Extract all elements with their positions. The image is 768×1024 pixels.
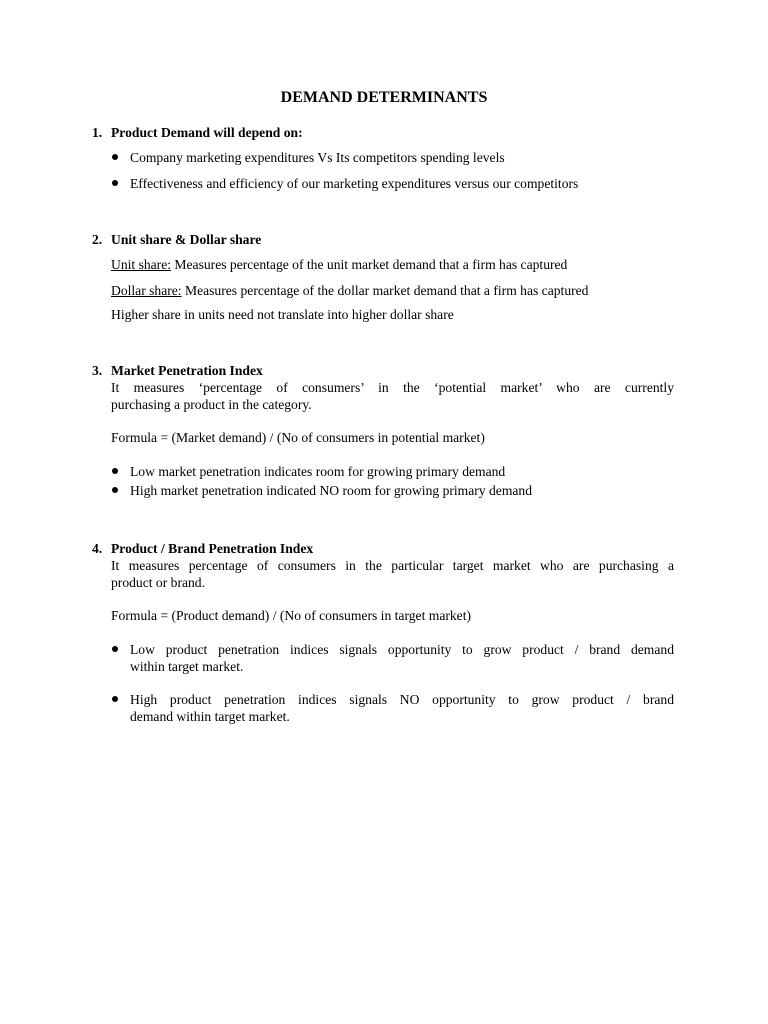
bullet-icon xyxy=(112,696,118,702)
bullet-icon xyxy=(112,487,118,493)
section-3-formula: Formula = (Market demand) / (No of consumers in potential market) xyxy=(111,430,485,445)
bullet-icon xyxy=(112,154,118,160)
unit-share-label: Unit share: xyxy=(111,257,172,272)
bullet-icon xyxy=(112,468,118,474)
section-3-bullet-1: Low market penetration indicates room for growing primary demand xyxy=(130,464,506,479)
section-1-bullet-2: Effectiveness and efficiency of our marketing expenditures versus our competitors xyxy=(130,176,579,191)
section-3-paragraph-line-1: It measures ‘percentage of consumers’ in the ‘potential market’ who are currently xyxy=(111,380,674,395)
document-title: DEMAND DETERMINANTS xyxy=(280,89,488,106)
section-3-heading: Market Penetration Index xyxy=(111,363,263,378)
section-4-bullet-1-line-2: within target market. xyxy=(130,659,244,674)
section-2-heading: Unit share & Dollar share xyxy=(111,232,262,247)
section-4-paragraph-line-1: It measures percentage of consumers in the particular target market who are purchasing a xyxy=(111,558,674,573)
section-1-number: 1. xyxy=(92,125,103,140)
section-1-bullet-1: Company marketing expenditures Vs Its competitors spending levels xyxy=(130,150,505,165)
section-4-number: 4. xyxy=(92,541,103,556)
unit-share-line xyxy=(111,256,567,273)
section-3-number: 3. xyxy=(92,363,103,378)
section-2-number: 2. xyxy=(92,232,103,247)
dollar-share-line xyxy=(111,282,588,299)
bullet-icon xyxy=(112,180,118,186)
bullet-icon xyxy=(112,646,118,652)
dollar-share-label: Dollar share: xyxy=(111,283,182,298)
section-4-bullet-1-line-1: Low product penetration indices signals opportunity to grow product / brand demand xyxy=(130,642,674,657)
section-4-paragraph-line-2: product or brand. xyxy=(111,575,205,590)
section-4-bullet-2-line-2: demand within target market. xyxy=(130,709,290,724)
dollar-share-text: Measures percentage of the dollar market demand that a firm has captured xyxy=(181,283,589,298)
section-3-bullet-2: High market penetration indicated NO room for growing primary demand xyxy=(130,483,533,498)
section-4-formula: Formula = (Product demand) / (No of consumers in target market) xyxy=(111,608,472,623)
section-3-paragraph-line-2: purchasing a product in the category. xyxy=(111,397,312,412)
share-note: Higher share in units need not translate into higher dollar share xyxy=(111,307,454,322)
section-4-heading: Product / Brand Penetration Index xyxy=(111,541,314,556)
section-4-bullet-2-line-1: High product penetration indices signals NO opportunity to grow product / brand xyxy=(130,692,674,707)
section-1-heading: Product Demand will depend on: xyxy=(111,125,303,140)
unit-share-text: Measures percentage of the unit market demand that a firm has captured xyxy=(171,257,568,272)
